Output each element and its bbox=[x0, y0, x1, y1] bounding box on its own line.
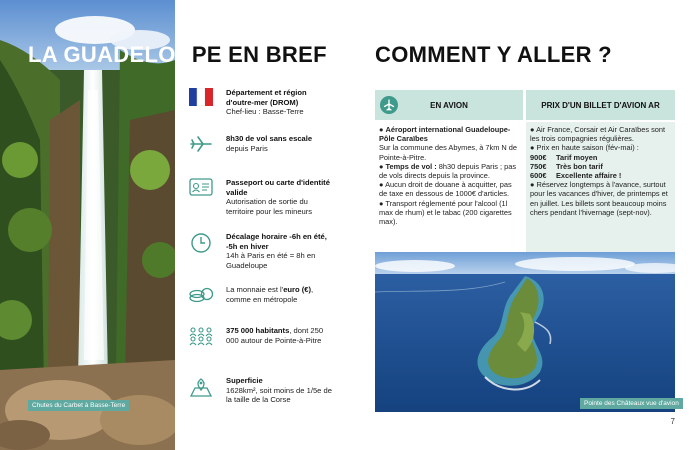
price-value: 600€ bbox=[530, 171, 547, 181]
fact-detail: depuis Paris bbox=[226, 143, 268, 153]
fact-item bbox=[186, 232, 336, 270]
col2-header-label: PRIX D'UN BILLET D'AVION AR bbox=[541, 100, 660, 110]
id-card-icon bbox=[186, 178, 216, 202]
table-header-plane bbox=[375, 90, 523, 120]
fact-item bbox=[186, 285, 336, 309]
airport-name: Aéroport international Guadeloupe-Pôle Caraïbes bbox=[379, 125, 511, 144]
fact-detail: 14h à Paris en été = 8h en Guadeloupe bbox=[226, 251, 316, 270]
airlines-text: Air France, Corsair et Air Caraïbes sont les trois compagnies régulières. bbox=[530, 125, 666, 144]
booking-text: Réservez longtemps à l'avance, surtout pour les vacances d'hiver, de printemps et en juillet. Les billets sont beaucoup moins chers pendant l'hivernage (sept-nov). bbox=[530, 180, 668, 217]
price-row bbox=[530, 153, 671, 162]
fact-item bbox=[186, 376, 336, 405]
fact-text bbox=[226, 376, 336, 405]
fact-detail: Chef-lieu : Basse-Terre bbox=[226, 107, 304, 117]
fact-item bbox=[186, 88, 336, 117]
fact-detail: , dont 250 000 autour de Pointe-à-Pitre bbox=[226, 326, 324, 345]
customs-text: Aucun droit de douane à acquitter, pas de taxe en dessous de 1000€ d'articles. bbox=[379, 180, 512, 199]
fact-text bbox=[226, 285, 336, 309]
page-number: 7 bbox=[670, 417, 675, 426]
people-icon bbox=[186, 326, 216, 350]
fact-detail: 1628km², soit moins de 1/5e de la taille de la Corse bbox=[226, 385, 332, 405]
travel-info-table bbox=[375, 90, 675, 252]
plane-icon bbox=[186, 134, 216, 158]
bullet-booking: ● Réservez longtemps à l'avance, surtout pour les vacances d'hiver, de printemps et en juillet. Les billets sont beaucoup moins chers pendant l'hivernage (sept-nov). bbox=[530, 180, 668, 217]
title-part-on-photo: LA GUADELOU bbox=[28, 42, 192, 67]
price-label: Tarif moyen bbox=[556, 152, 598, 162]
aerial-coast-photo bbox=[375, 252, 675, 412]
fact-detail: La monnaie est l' bbox=[226, 285, 284, 294]
left-photo-caption: Chutes du Carbet à Basse-Terre bbox=[28, 400, 129, 411]
fact-item bbox=[186, 178, 336, 216]
title-part-on-white: PE EN BREF bbox=[191, 42, 327, 67]
fact-bold: Superficie bbox=[226, 376, 263, 385]
airport-location: Sur la commune des Abymes, à 7km N de Pointe-à-Pitre. bbox=[379, 143, 518, 162]
bullet-high-season: ● Prix en haute saison (fév-mai) : bbox=[530, 143, 639, 153]
fact-text bbox=[226, 88, 336, 117]
right-photo-caption: Pointe des Châteaux vue d'avion bbox=[580, 398, 683, 409]
table-cell-plane bbox=[375, 122, 523, 252]
map-icon bbox=[186, 376, 216, 400]
table-cell-price bbox=[526, 122, 675, 252]
price-row bbox=[530, 171, 671, 180]
fact-bold: Passeport ou carte d'identité valide bbox=[226, 178, 330, 197]
fact-text bbox=[226, 134, 312, 158]
fact-bold: euro (€) bbox=[283, 285, 312, 294]
flight-time-text: 8h30 depuis Paris ; pas de vols directs depuis la province. bbox=[379, 161, 517, 181]
fact-bold: 8h30 de vol sans escale bbox=[226, 134, 313, 143]
fact-detail: Autorisation de sortie du territoire pour les mineurs bbox=[226, 197, 313, 216]
price-label: Excellente affaire ! bbox=[556, 171, 622, 181]
fact-bold: 375 000 habitants bbox=[226, 326, 290, 335]
col1-header-label: EN AVION bbox=[430, 100, 468, 110]
high-season-text: Prix en haute saison (fév-mai) : bbox=[536, 143, 639, 153]
bullet-transport: ● Transport réglementé pour l'alcool (1l max de rhum) et le tabac (200 cigarettes max). bbox=[379, 198, 512, 227]
price-label: Très bon tarif bbox=[556, 161, 603, 171]
fact-detail: , comme en métropole bbox=[226, 285, 314, 304]
coins-icon bbox=[186, 285, 216, 309]
flag-icon bbox=[186, 88, 216, 112]
bullet-airport: ● Aéroport international Guadeloupe-Pôle Caraïbes bbox=[379, 125, 511, 144]
table-header-price bbox=[526, 90, 675, 120]
plane-icon bbox=[380, 96, 398, 114]
bullet-airlines: ● Air France, Corsair et Air Caraïbes sont les trois compagnies régulières. bbox=[530, 125, 666, 144]
fact-text bbox=[226, 232, 336, 270]
price-value: 900€ bbox=[530, 152, 547, 162]
fact-text bbox=[226, 178, 336, 216]
transport-text: Transport réglementé pour l'alcool (1l max de rhum) et le tabac (200 cigarettes max). bbox=[379, 198, 512, 227]
fact-bold: Décalage horaire -6h en été, -5h en hiver bbox=[226, 232, 327, 251]
price-value: 750€ bbox=[530, 161, 547, 171]
flight-time-label: Temps de vol : bbox=[385, 161, 437, 171]
right-page-title: COMMENT Y ALLER ? bbox=[375, 42, 612, 67]
bullet-flight-time: ● Temps de vol : 8h30 depuis Paris ; pas de vols directs depuis la province. bbox=[379, 161, 517, 181]
fact-text bbox=[226, 326, 336, 350]
left-page-title bbox=[28, 42, 327, 68]
fact-bold: Département et région d'outre-mer (DROM) bbox=[226, 88, 307, 107]
fact-item bbox=[186, 326, 336, 350]
clock-icon bbox=[186, 232, 216, 256]
bullet-customs: ● Aucun droit de douane à acquitter, pas de taxe en dessous de 1000€ d'articles. bbox=[379, 180, 512, 199]
price-row bbox=[530, 162, 671, 171]
fact-item bbox=[186, 134, 336, 158]
